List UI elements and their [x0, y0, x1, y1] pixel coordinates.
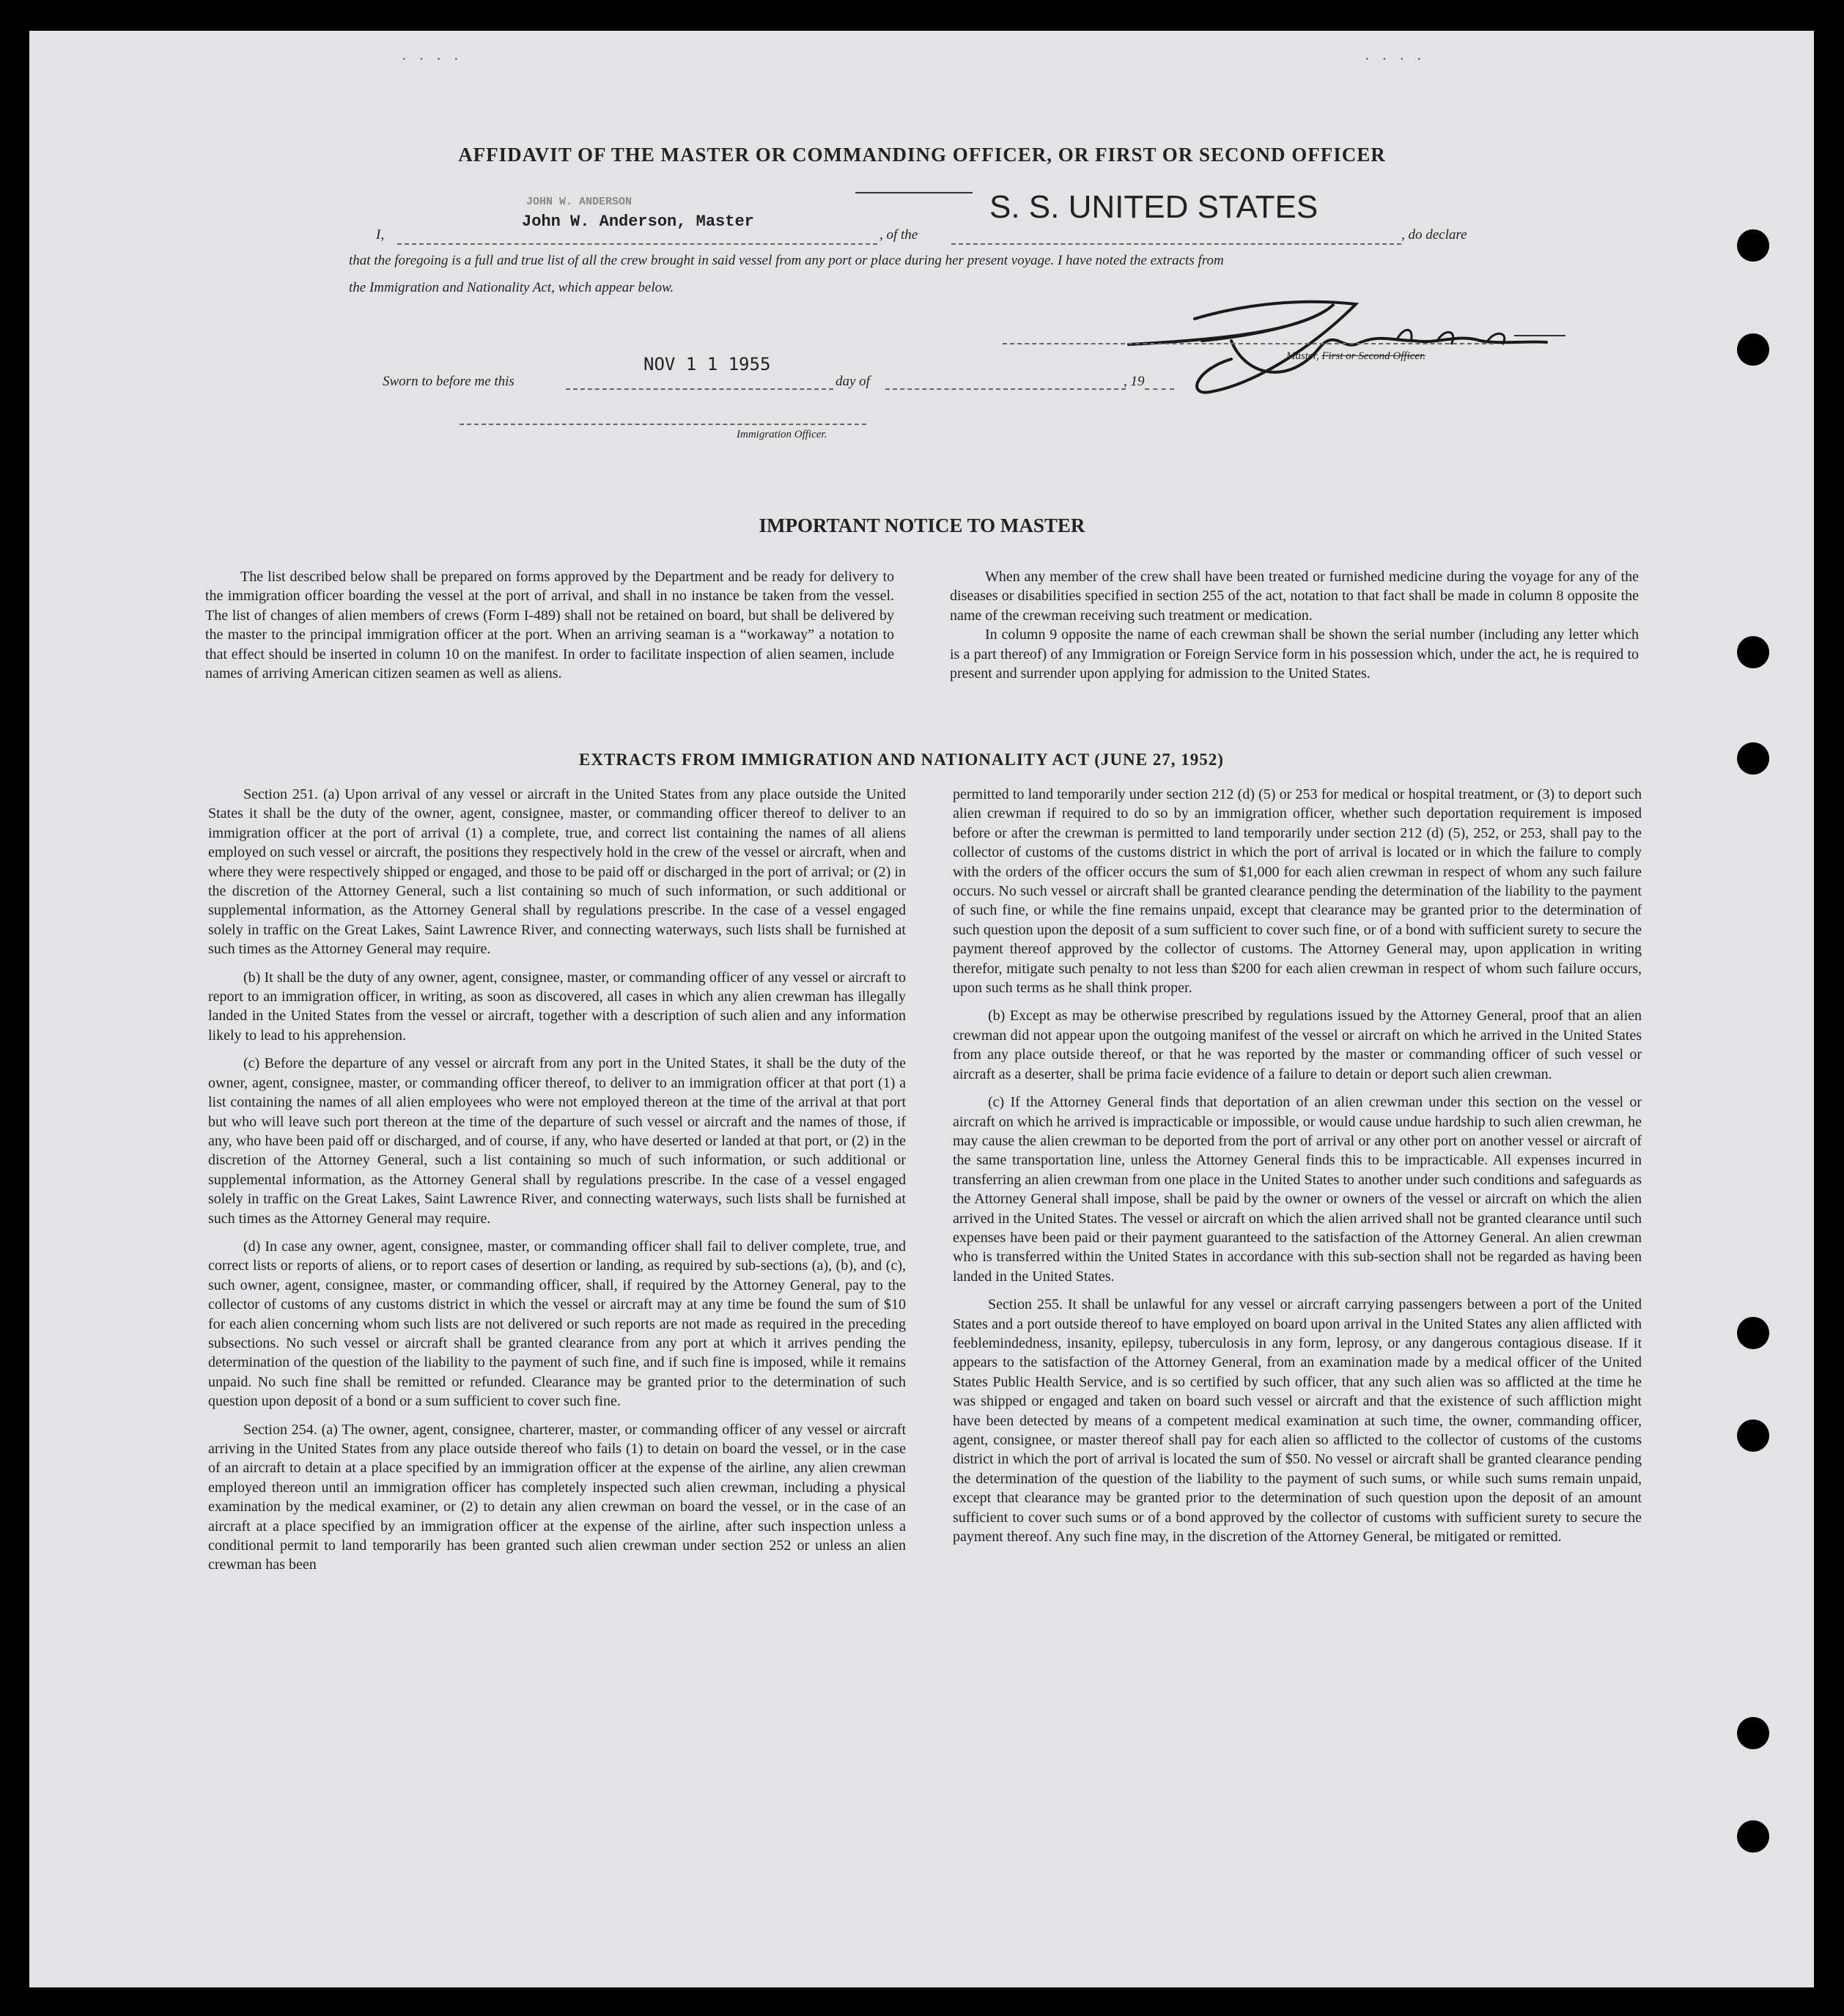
signature-line [1003, 343, 1494, 344]
declaration-line-1: that the foregoing is a full and true list of all the crew brought in said vessel from any port or place during her present voyage. I have noted the extracts from [349, 253, 1224, 268]
master-caption-text: Master, [1286, 350, 1319, 362]
sworn-date-line [566, 388, 833, 390]
i-prefix: I, [376, 227, 385, 243]
month-line [885, 388, 1126, 390]
section-254-a-continued: permitted to land temporarily under section 212 (d) (5) or 253 for medical or hospital treatment, or (3) to deport such alien crewman if required to do so by an immigration officer, whether such deportation requirement is imposed before or after the crewman is permitted to land temporarily under section 212 (d) (5), 252, or 253, shall pay to the collector of customs of the customs district in which the port of arrival is located or in which the failure to comply with the orders of the officer occurs the sum of $1,000 for each alien crewman in respect of whom any such failure occurs. No such vessel or aircraft shall be granted clearance pending the determination of the liability to the payment of such fine, or while the fine remains unpaid, except that clearance may be granted prior to the determination of such question upon the deposit of a sum sufficient to cover such fine, or of a bond with sufficient surety to secure the payment thereof approved by the collector of customs. The Attorney General may, upon application in writing therefor, mitigate such penalty to not less than $200 for each alien crewman in respect of whom such failure occurs, upon such terms as he shall think proper. [953, 786, 1642, 997]
struck-officer-caption: First or Second Officer. [1321, 350, 1426, 362]
master-name: John W. Anderson, Master [522, 213, 754, 231]
section-251-c: (c) Before the departure of any vessel or aircraft from any port in the United States, it shall be the duty of the owner, agent, consignee, master, or commanding officer thereof, to deliver to an immigration officer at that port (1) a list containing the names of all alien employees who were not employed thereon at the time of the arrival at that port but who will leave such port thereon at the time of the departure of such vessel or aircraft and the names of those, if any, who have been paid off or discharged, and of course, if any, who have deserted or landed at that port, or (2) in the discretion of the Attorney General, such a list containing so much of such information, or such additional or supplemental information, as the Attorney General shall by regulations prescribe. In the case of a vessel engaged solely in traffic on the Great Lakes, Saint Lawrence River, and connecting waterways, such lists shall be furnished at such times as the Attorney General may require. [208, 1055, 906, 1227]
sworn-date-stamp: NOV 1 1 1955 [643, 354, 771, 374]
section-251-d: (d) In case any owner, agent, consignee, master, or commanding officer shall fail to deliver complete, true, and correct lists or reports of aliens, or to report cases of desertion or landing, as required by sub-sections (a), (b), and (c), such owner, agent, consignee, master, or commanding officer, shall, if required by the Attorney General, pay to the collector of customs of any customs district in which the vessel or aircraft may at any time be found the sum of $10 for each alien concerning whom such lists are not delivered or such reports are not made as required in the preceding subsections. No such vessel or aircraft shall be granted clearance from any port at which it arrives pending the determination of the question of the liability to the payment of such fine, and if such fine is imposed, while it remains unpaid. No such fine shall be remitted or refunded. Clearance may be granted prior to the determination of such question upon deposit of a bond or a sum sufficient to cover such fine. [208, 1238, 906, 1410]
vessel-line [951, 243, 1401, 245]
name-stamp: JOHN W. ANDERSON [526, 196, 633, 208]
section-254-c: (c) If the Attorney General finds that deportation of an alien crewman under this section on the vessel or aircraft on which he arrived is impracticable or impossible, or would cause undue hardship to such alien crewman, he may cause the alien crewman to be deported from the port of arrival or any other port on another vessel or aircraft of the same transportation line, unless the Attorney General finds this to be impracticable. All expenses incurred in transferring an alien crewman from one place in the United States to another under such conditions and safeguards as the Attorney General shall impose, shall be paid by the owner or owners of the vessel or aircraft on which the alien arrived in the United States. The vessel or aircraft on which the alien arrived shall not be granted clearance until such expenses have been paid or their payment guaranteed to the satisfaction of the Attorney General. An alien crewman who is transferred within the United States in accordance with this sub-section shall not be regarded as having been landed in the United States. [953, 1094, 1642, 1285]
margin-dots-left: · · · · [402, 51, 463, 67]
notice-heading: IMPORTANT NOTICE TO MASTER [759, 514, 1085, 536]
year-label: , 19 [1124, 374, 1145, 389]
punch-hole [1737, 333, 1769, 366]
vessel-name: S. S. UNITED STATES [989, 189, 1319, 225]
notice-left-paragraph: The list described below shall be prepared on forms approved by the Department and be ready for delivery to the immigration officer boarding the vessel at the port of arrival, and shall in no instance be taken from the vessel. The list of changes of alien members of crews (Form I-489) shall not be retained on board, but shall be delivered by the master to the principal immigration officer at the port. When an arriving seaman is a “workaway” a notation to that effect should be inserted in column 10 on the manifest. In order to facilitate inspection of alien seamen, include names of arriving American citizen seamen as well as aliens. [205, 569, 894, 682]
affidavit-title: AFFIDAVIT OF THE MASTER OR COMMANDING OFFICER, OR FIRST OR SECOND OFFICER [458, 144, 1386, 166]
margin-dots-right: · · · · [1365, 51, 1426, 67]
notice-right-column [950, 567, 1639, 683]
section-254-b: (b) Except as may be otherwise prescribed by regulations issued by the Attorney General, proof that an alien crewman did not appear upon the outgoing manifest of the vessel or aircraft on which he arrived in the United States from any place outside thereof, or that he was reported by the master or commanding officer of such vessel or aircraft as a deserter, shall be prima facie evidence of a failure to detain or deport such alien crewman. [953, 1008, 1642, 1082]
signature-tail [1514, 335, 1565, 336]
declaration-line-2: the Immigration and Nationality Act, which appear below. [349, 280, 674, 295]
section-251-b: (b) It shall be the duty of any owner, agent, consignee, master, or commanding officer of any vessel or aircraft to report to an immigration officer, in writing, as soon as discovered, all cases in which any alien crewman has illegally landed in the United States from the vessel or aircraft, together with a description of such alien and any information likely to lead to his apprehension. [208, 969, 906, 1044]
punch-hole [1737, 229, 1769, 262]
do-declare-label: , do declare [1401, 227, 1467, 243]
notice-right-paragraph-2: In column 9 opposite the name of each crewman shall be shown the serial number (including any letter which is a part thereof) of any Immigration or Foreign Service form in his possession which, under the act, he is required to present and surrender upon applying for admission to the United States. [950, 627, 1639, 682]
of-the-label: , of the [879, 227, 918, 243]
section-255: Section 255. It shall be unlawful for any vessel or aircraft carrying passengers between a port of the United States and a port outside thereof to have employed on board upon arrival in the United States any alien afflicted with feeblemindedness, insanity, epilepsy, tuberculosis in any form, leprosy, or any dangerous contagious disease. If it appears to the satisfaction of the Attorney General, from an examination made by a medical officer of the United States Public Health Service, and is so certified by such officer, that any such alien was so afflicted at the time he was shipped or engaged and taken on board such vessel or aircraft and that the existence of such affliction might have been detected by means of a competent medical examination at such time, the owner, commanding officer, agent, consignee, or master thereof shall pay for each alien so afflicted to the collector of customs of the customs district in which the port of arrival is located the sum of $50. No vessel or aircraft shall be granted clearance pending the determination of the question of the liability to the payment of such sums, or while such sums remain unpaid, except that clearance may be granted prior to the determination of such question upon the deposit of an amount sufficient to cover such sums or of a bond approved by the collector of customs with sufficient surety to secure the payment thereof. Any such fine may, in the discretion of the Attorney General, be mitigated or remitted. [953, 1296, 1642, 1546]
extracts-heading: EXTRACTS FROM IMMIGRATION AND NATIONALITY ACT (JUNE 27, 1952) [579, 750, 1224, 769]
officer-signature-line [460, 424, 866, 425]
title-underline [855, 192, 973, 193]
officer-caption: Immigration Officer. [737, 429, 827, 440]
punch-hole [1737, 1820, 1769, 1853]
name-line [397, 243, 877, 245]
master-signature [1114, 289, 1583, 399]
master-caption [1286, 350, 1426, 363]
section-251-a: Section 251. (a) Upon arrival of any vessel or aircraft in the United States from any place outside the United States it shall be the duty of the owner, agent, consignee, master, or commanding officer thereof to deliver to an immigration officer at the port of arrival (1) a complete, true, and correct list containing the names of all aliens employed on such vessel or aircraft, the positions they respectively hold in the crew of the vessel or aircraft, when and where they were respectively shipped or engaged, and those to be paid off or discharged in the port of arrival; or (2) in the discretion of the Attorney General, such a list containing so much of such information, or such additional or supplemental information, as the Attorney General shall by regulations prescribe. In the case of a vessel engaged solely in traffic on the Great Lakes, Saint Lawrence River, and connecting waterways, such lists shall be furnished at such times as the Attorney General may require. [208, 786, 906, 958]
punch-hole [1737, 1419, 1769, 1452]
notice-left-column [205, 567, 894, 683]
punch-hole [1737, 636, 1769, 668]
section-254-a: Section 254. (a) The owner, agent, consignee, charterer, master, or commanding officer of any vessel or aircraft arriving in the United States from any place outside thereof who fails (1) to detain on board the vessel, or in the case of an aircraft to detain at a place specified by an immigration officer at the expense of the airline, any alien crewman employed thereon until an immigration officer has completely inspected such alien crewman, including a physical examination by the medical examiner, or (2) to detain any alien crewman on board the vessel, or in the case of an aircraft at a place specified by an immigration officer at the expense of the airline, after such inspection unless a conditional permit to land temporarily has been granted such alien crewman under section 252 or unless an alien crewman has been [208, 1421, 906, 1573]
extracts-right-column [953, 785, 1642, 1555]
punch-hole [1737, 1717, 1769, 1749]
sworn-label: Sworn to before me this [383, 374, 515, 389]
extracts-left-column [208, 785, 906, 1584]
year-line [1145, 388, 1174, 390]
notice-right-paragraph-1: When any member of the crew shall have been treated or furnished medicine during the voyage for any of the diseases or disabilities specified in section 255 of the act, notation to that fact shall be made in column 8 opposite the name of the crewman receiving such treatment or medication. [950, 569, 1639, 624]
punch-hole [1737, 1317, 1769, 1349]
punch-hole [1737, 742, 1769, 775]
day-of-label: day of [836, 374, 870, 389]
